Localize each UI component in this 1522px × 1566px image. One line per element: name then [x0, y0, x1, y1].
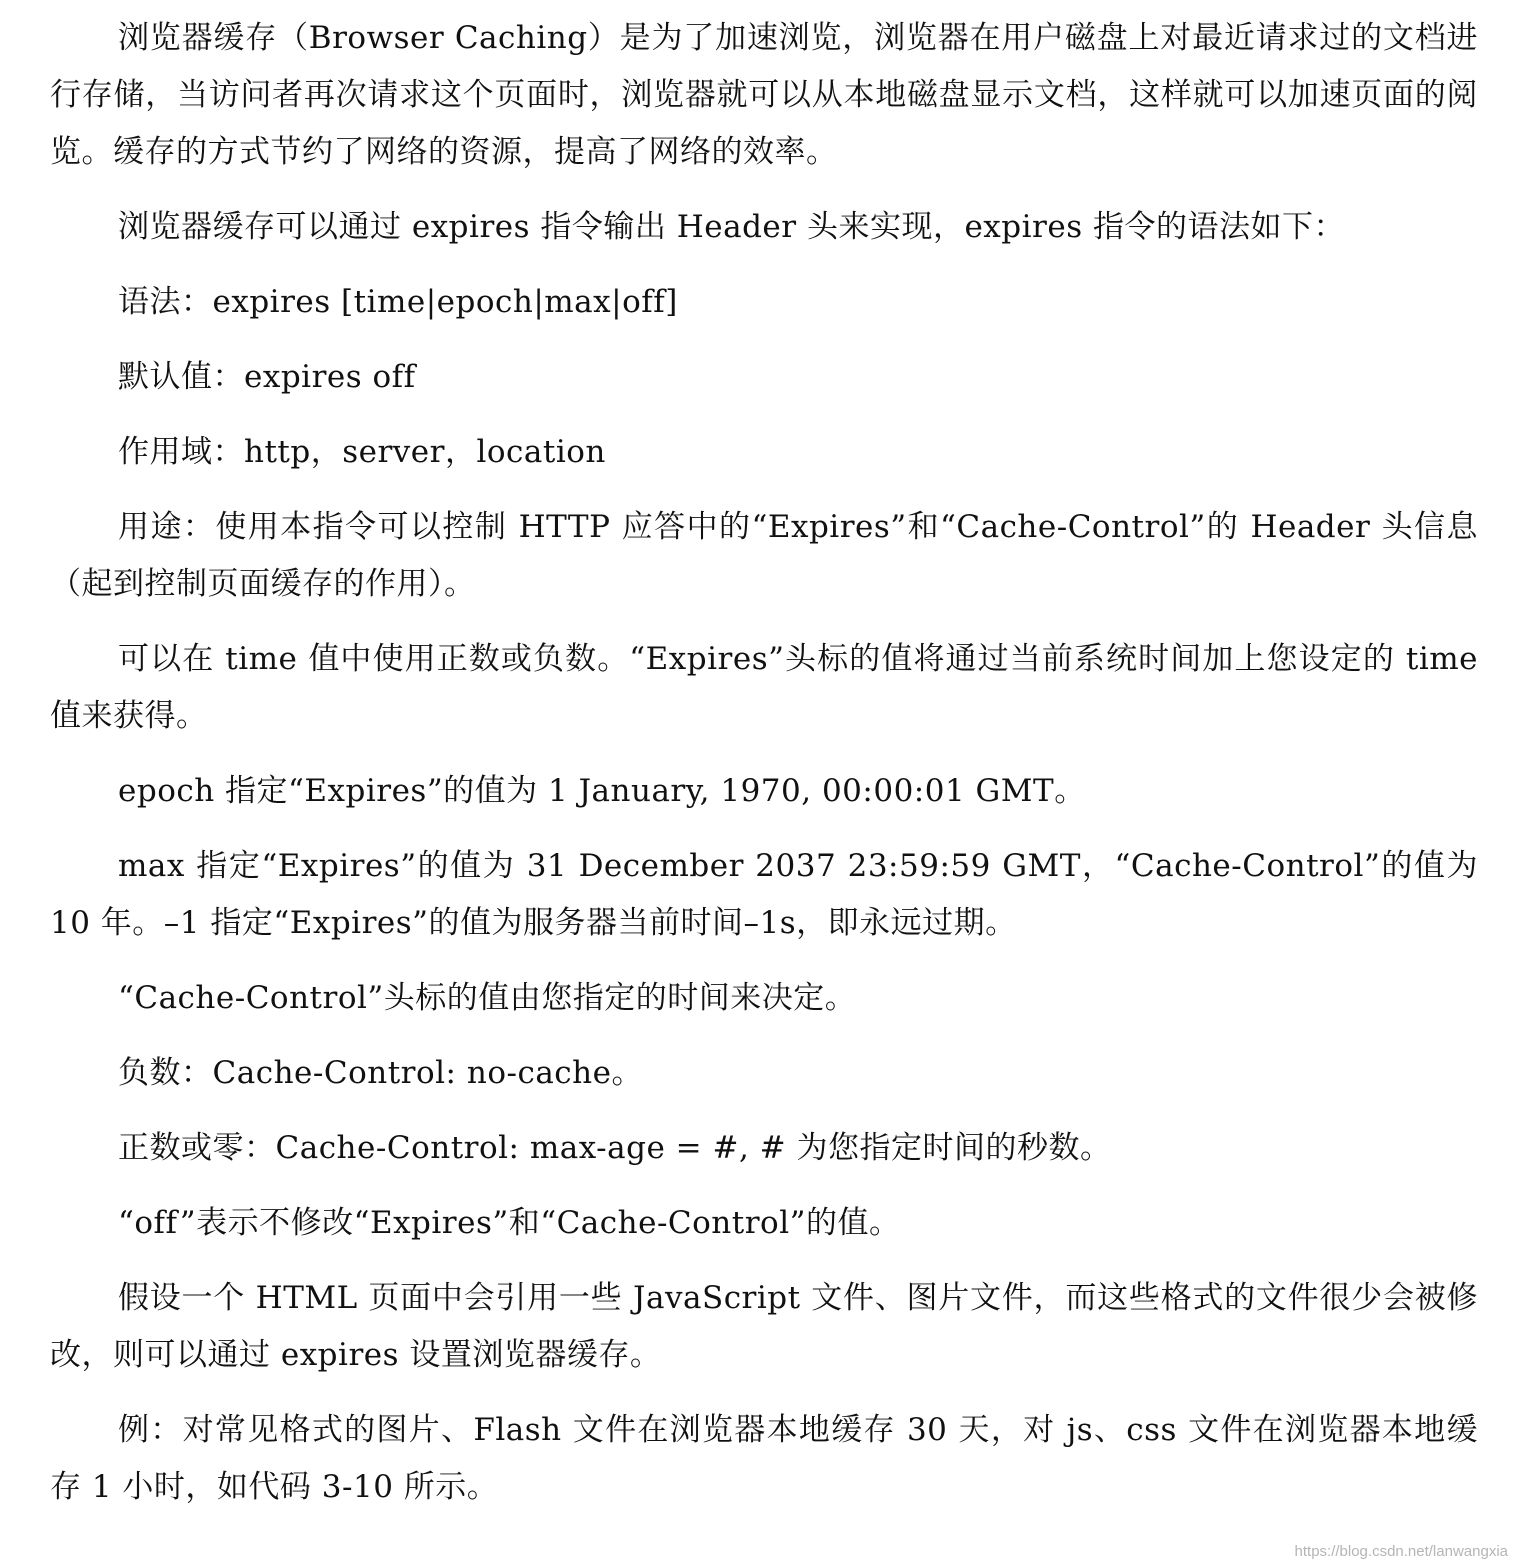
document-body	[50, 10, 1478, 1534]
paragraph-code-example: 例：对常见格式的图片、Flash 文件在浏览器本地缓存 30 天，对 js、css 文件在浏览器本地缓存 1 小时，如代码 3-10 所示。	[50, 1412, 1478, 1505]
paragraph-time-value: 可以在 time 值中使用正数或负数。“Expires”头标的值将通过当前系统时间加上您设定的 time 值来获得。	[50, 641, 1478, 734]
paragraph-epoch: epoch 指定“Expires”的值为 1 January, 1970, 00:00:01 GMT。	[118, 773, 1086, 809]
paragraph-purpose: 用途：使用本指令可以控制 HTTP 应答中的“Expires”和“Cache-Control”的 Header 头信息（起到控制页面缓存的作用）。	[50, 509, 1478, 602]
paragraph-syntax: 语法：expires [time|epoch|max|off]	[118, 284, 678, 320]
paragraph-negative: 负数：Cache-Control: no-cache。	[118, 1055, 643, 1091]
paragraph-off: “off”表示不修改“Expires”和“Cache-Control”的值。	[118, 1205, 901, 1241]
paragraph-html-example: 假设一个 HTML 页面中会引用一些 JavaScript 文件、图片文件，而这些格式的文件很少会被修改，则可以通过 expires 设置浏览器缓存。	[50, 1280, 1478, 1373]
paragraph-expires-directive: 浏览器缓存可以通过 expires 指令输出 Header 头来实现，expires 指令的语法如下：	[118, 209, 1345, 245]
paragraph-max: max 指定“Expires”的值为 31 December 2037 23:59:59 GMT，“Cache-Control”的值为 10 年。–1 指定“Expires”的值为服务器当前时间–1s，即永远过期。	[50, 848, 1478, 941]
paragraph-cache-control: “Cache-Control”头标的值由您指定的时间来决定。	[118, 980, 857, 1016]
paragraph-browser-caching-intro: 浏览器缓存（Browser Caching）是为了加速浏览，浏览器在用户磁盘上对最近请求过的文档进行存储，当访问者再次请求这个页面时，浏览器就可以从本地磁盘显示文档，这样就可以加速页面的阅览。缓存的方式节约了网络的资源，提高了网络的效率。	[50, 20, 1478, 170]
watermark-url: https://blog.csdn.net/lanwangxia	[1294, 1543, 1508, 1560]
paragraph-positive-or-zero: 正数或零：Cache-Control: max-age = #, # 为您指定时间的秒数。	[118, 1130, 1112, 1166]
paragraph-default-value: 默认值：expires off	[118, 359, 416, 395]
paragraph-scope: 作用域：http，server，location	[118, 434, 606, 470]
